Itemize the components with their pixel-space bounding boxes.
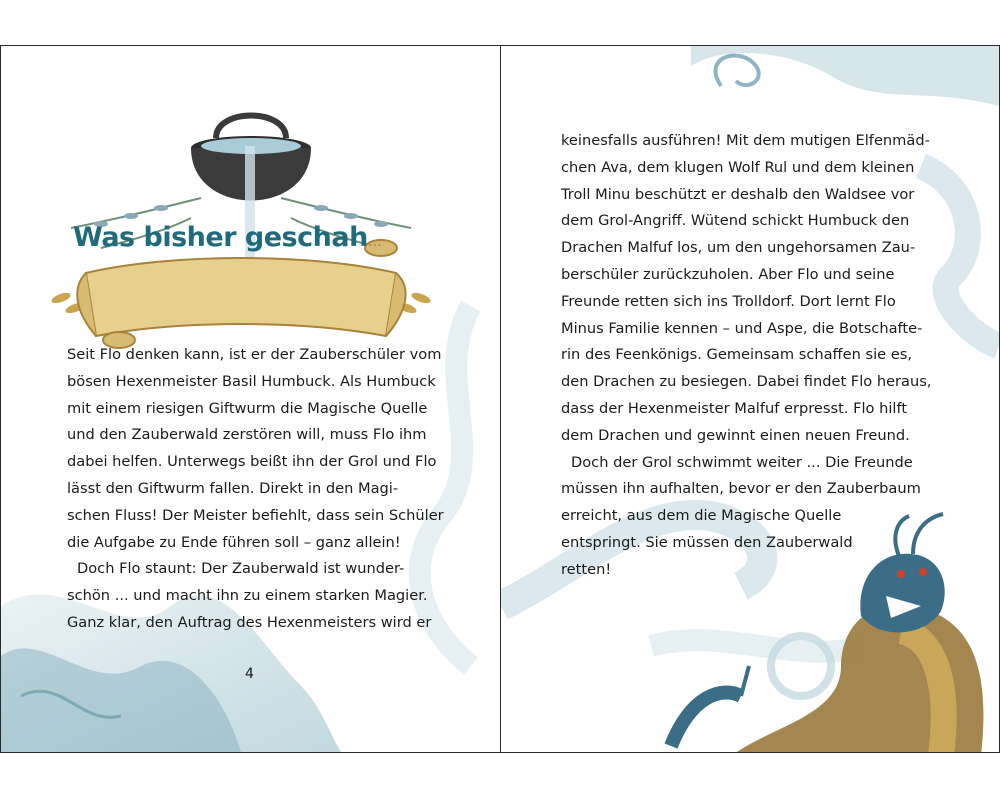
page-number: 4 [245,666,254,682]
text-line: lässt den Giftwurm fallen. Direkt in den Magi- [67,479,399,497]
text-line: dass der Hexenmeister Malfuf erpresst. Flo hilft [561,399,908,417]
text-line: mit einem riesigen Giftwurm die Magische Quelle [67,399,428,417]
text-line: Seit Flo denken kann, ist er der Zauberschüler vom [67,346,442,363]
text-line: Doch der Grol schwimmt weiter ... Die Freunde [571,453,913,471]
text-line: Freunde retten sich ins Trolldorf. Dort lernt Flo [561,292,896,310]
text-line: retten! [561,560,612,578]
text-line: dem Grol-Angriff. Wütend schickt Humbuck den [561,212,910,230]
text-line: Minus Familie kennen – und Aspe, die Botschafte- [561,319,923,337]
text-line: berschüler zurückzuholen. Aber Flo und seine [561,265,895,283]
text-line: Ganz klar, den Auftrag des Hexenmeisters wird er [67,613,432,631]
text-line: bösen Hexenmeister Basil Humbuck. Als Humbuck [67,372,436,390]
text-line: erreicht, aus dem die Magische Quelle [561,507,842,525]
text-line: den Drachen zu besiegen. Dabei findet Flo heraus, [561,373,932,391]
text-line: schen Fluss! Der Meister befiehlt, dass sein Schüler [67,506,444,524]
text-line: Drachen Malfuf los, um den ungehorsamen Zau- [561,239,916,257]
left-body-text [67,342,447,637]
left-page [0,45,501,753]
heading-ellipsis: ... [367,231,382,250]
text-line: müssen ihn aufhalten, bevor er den Zauberbaum [561,480,921,498]
text-line: und den Zauberwald zerstören will, muss Flo ihm [67,426,427,444]
right-page [500,45,1000,753]
right-body-text [561,128,951,584]
text-line: keinesfalls ausführen! Mit dem mutigen Elfenmäd- [561,132,930,149]
text-line: Doch Flo staunt: Der Zauberwald ist wunder- [77,560,405,578]
heading-text: Was bisher geschah [73,222,368,253]
text-line: die Aufgabe zu Ende führen soll – ganz allein! [67,533,401,551]
text-line: Troll Minu beschützt er deshalb den Waldsee vor [561,185,915,203]
text-line: entspringt. Sie müssen den Zauberwald [561,533,853,551]
text-line: dabei helfen. Unterwegs beißt ihn der Grol und Flo [67,453,437,471]
scroll-icon [77,240,405,348]
text-line: chen Ava, dem klugen Wolf Rul und dem kleinen [561,158,915,176]
text-line: rin des Feenkönigs. Gemeinsam schaffen sie es, [561,346,912,364]
text-line: dem Drachen und gewinnt einen neuen Freund. [561,426,910,444]
chapter-heading [73,222,382,253]
text-line: schön ... und macht ihn zu einem starken Magier. [67,587,428,605]
book-spread [0,45,1000,753]
